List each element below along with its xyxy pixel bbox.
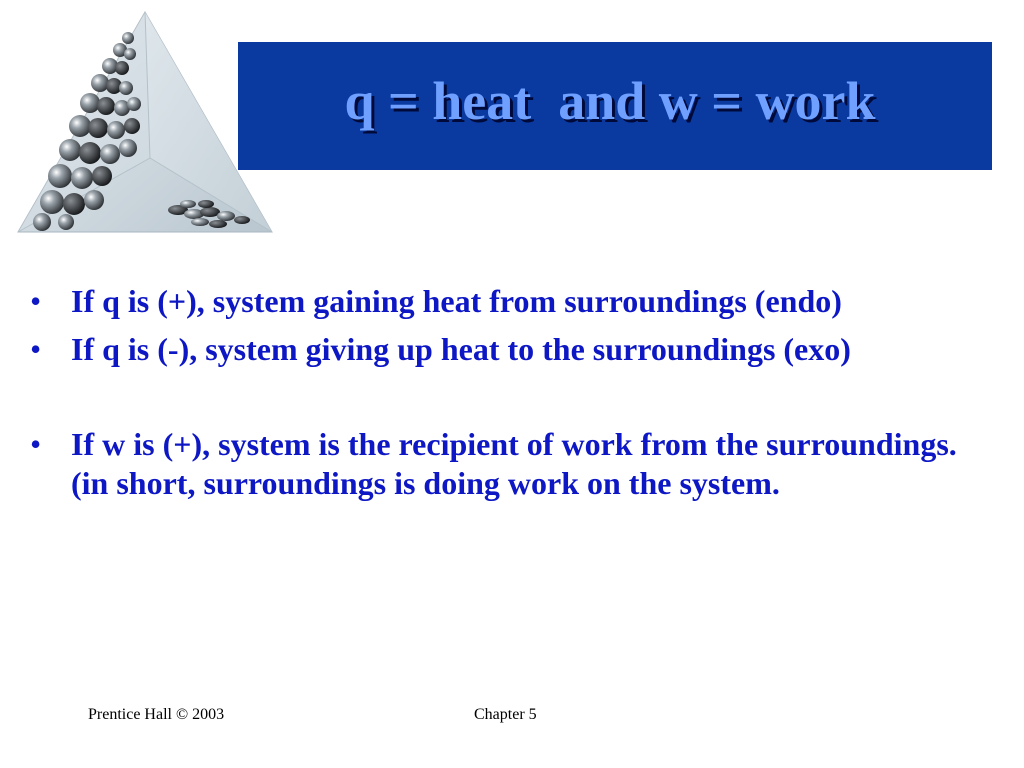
title-banner (238, 42, 992, 170)
bullet-q-negative: • If q is (-), system giving up heat to the surroundings (exo) (28, 330, 988, 369)
bullet-list (28, 282, 988, 512)
bullet-w-positive: • If w is (+), system is the recipient of work from the surroundings. (in short, surroundings is doing work on the system. (28, 425, 988, 503)
bullet-q-positive: • If q is (+), system gaining heat from surroundings (endo) (28, 282, 988, 321)
footer-chapter: Chapter 5 (474, 706, 537, 723)
footer-copyright: Prentice Hall © 2003 (88, 706, 225, 723)
slide-title: q = heat and w = work (344, 71, 876, 131)
